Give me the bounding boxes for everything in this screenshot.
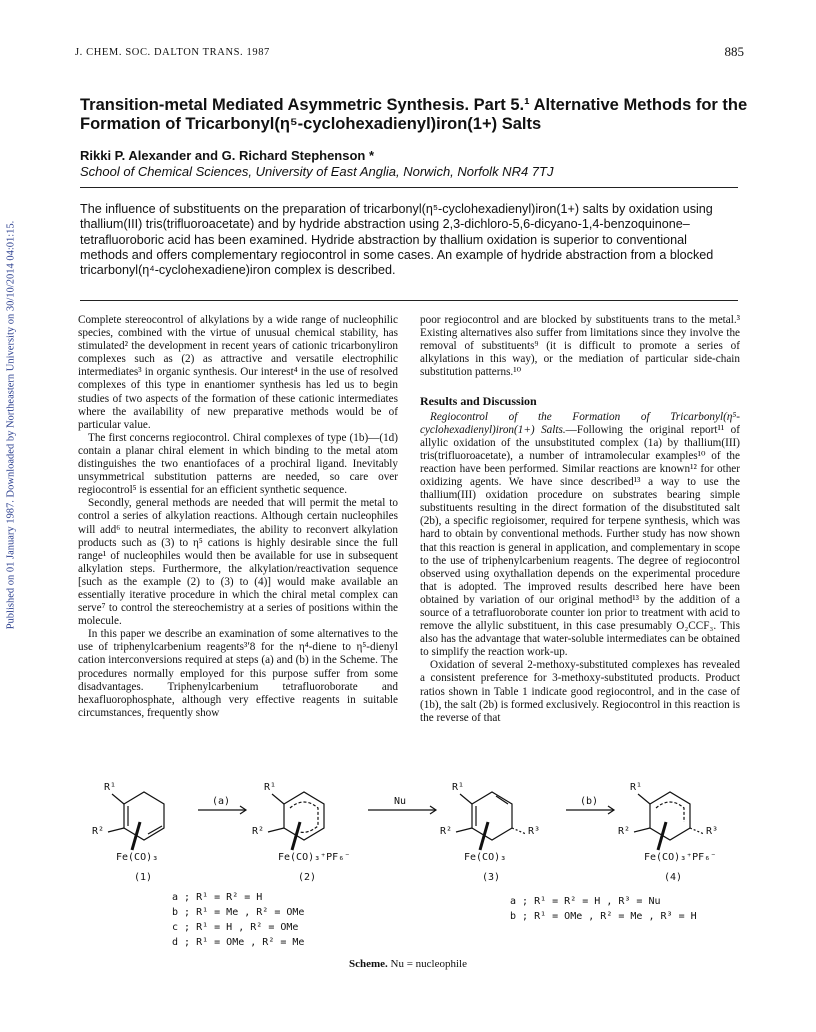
compound-number: (3) (482, 872, 501, 883)
substituent-entry: c ; R¹ = H , R² = OMe (172, 922, 299, 933)
label-r3: R³ (706, 826, 719, 837)
fe-bond (658, 822, 666, 850)
ring-2 (284, 792, 324, 840)
bond (460, 794, 472, 804)
scheme-caption (0, 958, 816, 970)
substituent-entry: b ; R¹ = OMe , R² = Me , R³ = H (510, 911, 697, 922)
label-r1: R¹ (452, 782, 465, 793)
substituent-list-left (172, 890, 304, 950)
download-note-text: Published on 01 January 1987. Downloaded by Northeastern University on 30/10/2014 04:01:15. (5, 220, 17, 630)
dienyl-arc (656, 802, 684, 822)
fe-bond (292, 822, 300, 850)
label-r1: R¹ (630, 782, 643, 793)
ring-1 (124, 792, 164, 840)
substituent-list-right (510, 894, 697, 924)
fe-bond (480, 822, 488, 850)
paragraph: Oxidation of several 2-methoxy-substituted complexes has revealed a consistent preference for 3-methoxy-substituted products. Product ratios shown in Table 1 indicate good regiocontrol, and in the case of (1b), the salt (2b) is formed exclusively. Regiocontrol in this reaction is the reverse of that (420, 659, 740, 724)
rule-top (80, 187, 738, 188)
label-r2: R² (440, 826, 453, 837)
scheme-drawing (78, 782, 738, 982)
rule-bottom (80, 300, 738, 301)
caption-text: Nu = nucleophile (387, 958, 467, 970)
label-arrow-a: (a) (212, 796, 231, 807)
paragraph: In this paper we describe an examination of some alternatives to the use of triphenylcarbenium reagents³ʹ8 for the η⁴-diene to η⁵-dienyl cation interconversions required at steps (a) and (b) in the Scheme. The procedures normally employed for this purpose suffer from some disadvantages. Triphenylcarbenium tetrafluoroborate and hexafluorophosphate, although very effective reagents in suitable circumstances, frequently show (78, 628, 398, 719)
substituent-entry: a ; R¹ = R² = H , R³ = Nu (510, 896, 661, 907)
compound-number: (1) (134, 872, 153, 883)
paragraph: Secondly, general methods are needed that will permit the metal to control a series of alkylation reactions. Although certain nucleophiles will add⁶ to neutral intermediates, the ability to reconvert alkylation products such as (3) to η⁵ cations is highly desirable since the full range¹ of nucleophiles would then be available for use in subsequent alkylation steps. Furthermore, the alkylation/reactivation sequence [such as the example (2) to (3) to (4)] would make available an essentially iterative procedure in which the chiral metal complex can serve⁷ to control the stereochemistry at a series of positions within the molecule. (78, 497, 398, 628)
compound-number: (4) (664, 872, 683, 883)
label-arrow-nu: Nu (394, 796, 407, 807)
ring-3 (472, 792, 512, 840)
article-title: Transition-metal Mediated Asymmetric Synthesis. Part 5.¹ Alternative Methods for the Formation of Tricarbonyl(η⁵-cyclohexadienyl)iron(1+) Salts (80, 96, 748, 133)
dienyl-arc (290, 802, 318, 832)
label-r1: R¹ (264, 782, 277, 793)
label-arrow-b: (b) (580, 796, 599, 807)
compound-number: (2) (298, 872, 317, 883)
right-column (420, 314, 740, 725)
r3-bond (512, 828, 526, 834)
bond (272, 794, 284, 804)
label-fe: Fe(CO)₃⁺PF₆⁻ (278, 852, 351, 863)
caption-label: Scheme. (348, 958, 388, 970)
bond (268, 828, 284, 832)
bond (456, 828, 472, 832)
bond (108, 828, 124, 832)
label-r2: R² (618, 826, 631, 837)
paragraph (420, 411, 740, 660)
substituent-entry: a ; R¹ = R² = H (172, 892, 263, 903)
affiliation: School of Chemical Sciences, University of East Anglia, Norwich, Norfolk NR4 7TJ (80, 164, 554, 179)
bond (638, 794, 650, 804)
left-column (78, 314, 398, 720)
paragraph: Complete stereocontrol of alkylations by a wide range of nucleophilic species, combined with the virtue of unusual chemical stability, has stimulated² the development in recent years of cationic tricarbonyliron complexes such as (2) as attractive and versatile electrophilic intermediates³ in organic synthesis. Our interest⁴ in the use of resolved complexes of this type in enantiomer synthesis has led us to begin studies of two aspects of the formation of these cationic intermediates where the availability of new preparative methods would be of particular value. (78, 314, 398, 431)
bond (634, 828, 650, 832)
paragraph: poor regiocontrol and are blocked by substituents trans to the metal.³ Existing alternatives also suffer from limitations since they involve the removal of substituents⁹ (it is difficult to promote a series of alkylations in this way), or the mediation of particular side-chain substitution patterns.¹⁰ (420, 314, 740, 379)
subsection-lead: Regiocontrol of the Formation of Tricarbonyl(η⁵-cyclohexadienyl)iron(1+) Salts. (420, 410, 740, 436)
abstract: The influence of substituents on the preparation of tricarbonyl(η⁵-cyclohexadienyl)iron(1+) salts by oxidation using thallium(III) tris(trifluoroacetate) and by hydride abstraction using 2,3-dichloro-5,6-dicyano-1,4-benzoquinone–tetrafluoroboric acid has been examined. Hydride abstraction by thallium oxidation is superior to conventional methods and offers complementary regiocontrol in some cases. An example of hydride abstraction from a blocked tricarbonyl(η⁴-cyclohexadiene)iron complex is described. (80, 202, 714, 278)
bond (112, 794, 124, 804)
ring-4 (650, 792, 690, 840)
label-r1: R¹ (104, 782, 117, 793)
label-fe: Fe(CO)₃ (116, 852, 159, 863)
authors: Rikki P. Alexander and G. Richard Stephenson * (80, 148, 375, 163)
reaction-scheme (78, 782, 738, 982)
label-fe: Fe(CO)₃⁺PF₆⁻ (644, 852, 717, 863)
paragraph: The first concerns regiocontrol. Chiral complexes of type (1b)—(1d) contain a planar chiral element in which binding to the metal atom distinguishes the two enantiofaces of a prochiral ligand. Inevitably unsymmetrical substitution patterns are needed, so care over regiocontrol⁵ is essential for an efficient synthetic sequence. (78, 431, 398, 497)
label-r2: R² (252, 826, 265, 837)
label-r2: R² (92, 826, 105, 837)
label-r3: R³ (528, 826, 541, 837)
substituent-entry: d ; R¹ = OMe , R² = Me (172, 937, 305, 948)
running-header: J. CHEM. SOC. DALTON TRANS. 1987 (75, 47, 270, 58)
r3-bond (690, 828, 704, 834)
substituent-entry: b ; R¹ = Me , R² = OMe (172, 907, 305, 918)
label-fe: Fe(CO)₃ (464, 852, 507, 863)
section-heading: Results and Discussion (420, 394, 537, 409)
fe-bond (132, 822, 140, 850)
page-number: 885 (724, 44, 744, 59)
paragraph-body: —Following the original report¹¹ of allylic oxidation of the unsubstituted complex (1a) by thallium(III) tris(trifluoroacetate), a number of intramolecular examples¹⁰ of the reaction have been performed. Similar reactions are known¹² for other oxidizing agents. We have since described¹³ a way to use the thallium(III) oxidation procedure on substrates bearing simple substituents resulting in the direct formation of the disubstituted salt (2b), a specific regioisomer, required for terpene synthesis, which was hard to obtain by conventional methods. Further study has now shown that this reaction is general in application, and complementary in scope to the use of triphenylcarbenium reagents. The degree of regiocontrol observed using oxythallation depends on the experimental procedure that is adopted. The improved results described here have been obtained by variation of our original method¹³ by the addition of a source of a tetrafluoroborate counter ion prior to treatment with acid to remove the allylic substituent, in this case presumably O₂CCF₃. This also has the advantage that water-soluble intermediates can be obtained to simplify the reaction work-up. (420, 423, 740, 659)
download-note (1, 215, 21, 635)
